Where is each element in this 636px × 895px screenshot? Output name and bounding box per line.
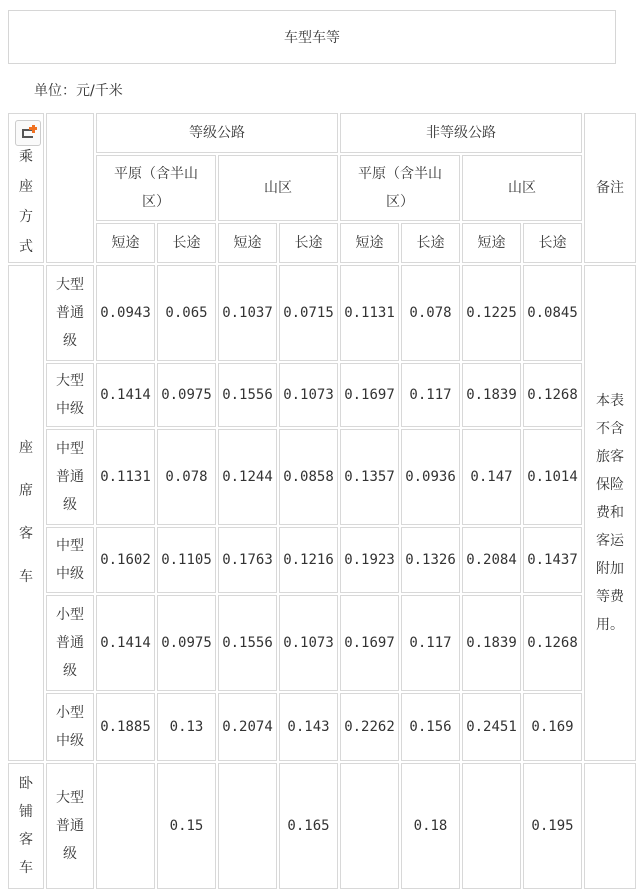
rate-cell: 0.1014 [523, 429, 582, 525]
long-header: 长途 [401, 223, 460, 263]
rate-cell: 0.0975 [157, 363, 216, 427]
rate-cell: 0.0943 [96, 265, 155, 361]
mountain-header: 山区 [462, 155, 582, 221]
rate-cell: 0.1885 [96, 693, 155, 761]
rate-cell: 0.156 [401, 693, 460, 761]
rate-cell: 0.1839 [462, 595, 521, 691]
rate-cell: 0.078 [157, 429, 216, 525]
rate-cell: 0.0975 [157, 595, 216, 691]
rate-cell: 0.143 [279, 693, 338, 761]
rate-cell: 0.1923 [340, 527, 399, 593]
rate-cell: 0.2074 [218, 693, 277, 761]
vehicle-type: 小型 中级 [46, 693, 94, 761]
remark-header: 备注 [584, 113, 636, 263]
rate-cell: 0.1131 [96, 429, 155, 525]
rate-cell: 0.1839 [462, 363, 521, 427]
rate-cell: 0.065 [157, 265, 216, 361]
rate-cell: 0.1414 [96, 595, 155, 691]
long-header: 长途 [523, 223, 582, 263]
rate-cell: 0.2084 [462, 527, 521, 593]
rate-cell: 0.0715 [279, 265, 338, 361]
rate-cell: 0.1556 [218, 595, 277, 691]
corner-char: 乘 [19, 149, 33, 165]
vehicle-type: 小型 普通 级 [46, 595, 94, 691]
table-title: 车型车等 [8, 10, 616, 64]
share-plus-icon[interactable] [15, 120, 41, 146]
long-header: 长途 [157, 223, 216, 263]
type-header-blank [46, 113, 94, 263]
rate-cell: 0.1244 [218, 429, 277, 525]
rate-cell: 0.0845 [523, 265, 582, 361]
rate-cell: 0.117 [401, 595, 460, 691]
sleeper-coach-group: 卧 铺 客 车 [8, 763, 44, 889]
table-row [8, 527, 636, 593]
long-header: 长途 [279, 223, 338, 263]
rate-cell [462, 763, 521, 889]
rate-cell: 0.1437 [523, 527, 582, 593]
rate-cell: 0.1037 [218, 265, 277, 361]
rate-cell: 0.1105 [157, 527, 216, 593]
corner-char: 式 [19, 239, 33, 255]
table-row [8, 429, 636, 525]
short-header: 短途 [218, 223, 277, 263]
short-header: 短途 [340, 223, 399, 263]
table-row [8, 763, 636, 889]
rate-cell: 0.117 [401, 363, 460, 427]
rate-cell: 0.0936 [401, 429, 460, 525]
vehicle-type: 大型 中级 [46, 363, 94, 427]
vehicle-type: 大型 普通 级 [46, 763, 94, 889]
rate-cell: 0.1697 [340, 363, 399, 427]
vehicle-type: 中型 中级 [46, 527, 94, 593]
rate-cell: 0.18 [401, 763, 460, 889]
rate-cell: 0.15 [157, 763, 216, 889]
rate-cell: 0.1268 [523, 595, 582, 691]
short-header: 短途 [462, 223, 521, 263]
rate-cell: 0.0858 [279, 429, 338, 525]
rate-cell: 0.1556 [218, 363, 277, 427]
rate-cell: 0.1073 [279, 595, 338, 691]
rate-cell: 0.1697 [340, 595, 399, 691]
rate-cell: 0.169 [523, 693, 582, 761]
rate-cell: 0.1414 [96, 363, 155, 427]
remark-note: 本表 不含 旅客 保险 费和 客运 附加 等费 用。 [584, 265, 636, 761]
rate-cell: 0.13 [157, 693, 216, 761]
rate-cell: 0.147 [462, 429, 521, 525]
rate-cell: 0.1131 [340, 265, 399, 361]
unit-label: 单位：元/千米 [34, 83, 123, 99]
non-grade-road-header: 非等级公路 [340, 113, 582, 153]
plain-header: 平原（含半山 区） [340, 155, 460, 221]
rate-cell: 0.1073 [279, 363, 338, 427]
table-row [8, 363, 636, 427]
rate-cell: 0.165 [279, 763, 338, 889]
rate-cell: 0.2262 [340, 693, 399, 761]
rate-cell [340, 763, 399, 889]
table-row [8, 595, 636, 691]
corner-header [8, 113, 44, 263]
rate-cell: 0.078 [401, 265, 460, 361]
table-row [8, 265, 636, 361]
rate-cell: 0.1763 [218, 527, 277, 593]
mountain-header: 山区 [218, 155, 338, 221]
rate-cell: 0.1216 [279, 527, 338, 593]
grade-road-header: 等级公路 [96, 113, 338, 153]
rate-cell: 0.1602 [96, 527, 155, 593]
rate-cell: 0.2451 [462, 693, 521, 761]
remark-blank [584, 763, 636, 889]
short-header: 短途 [96, 223, 155, 263]
corner-char: 方 [19, 209, 33, 225]
rate-cell: 0.1268 [523, 363, 582, 427]
plain-header: 平原（含半山 区） [96, 155, 216, 221]
rate-cell: 0.1326 [401, 527, 460, 593]
rate-cell: 0.1225 [462, 265, 521, 361]
vehicle-type: 大型 普通 级 [46, 265, 94, 361]
rate-cell [96, 763, 155, 889]
seat-coach-group: 座 席 客 车 [8, 265, 44, 761]
table-row [8, 693, 636, 761]
corner-char: 座 [19, 179, 33, 195]
fare-rate-table [6, 111, 636, 891]
rate-cell [218, 763, 277, 889]
vehicle-type: 中型 普通 级 [46, 429, 94, 525]
rate-cell: 0.1357 [340, 429, 399, 525]
rate-cell: 0.195 [523, 763, 582, 889]
